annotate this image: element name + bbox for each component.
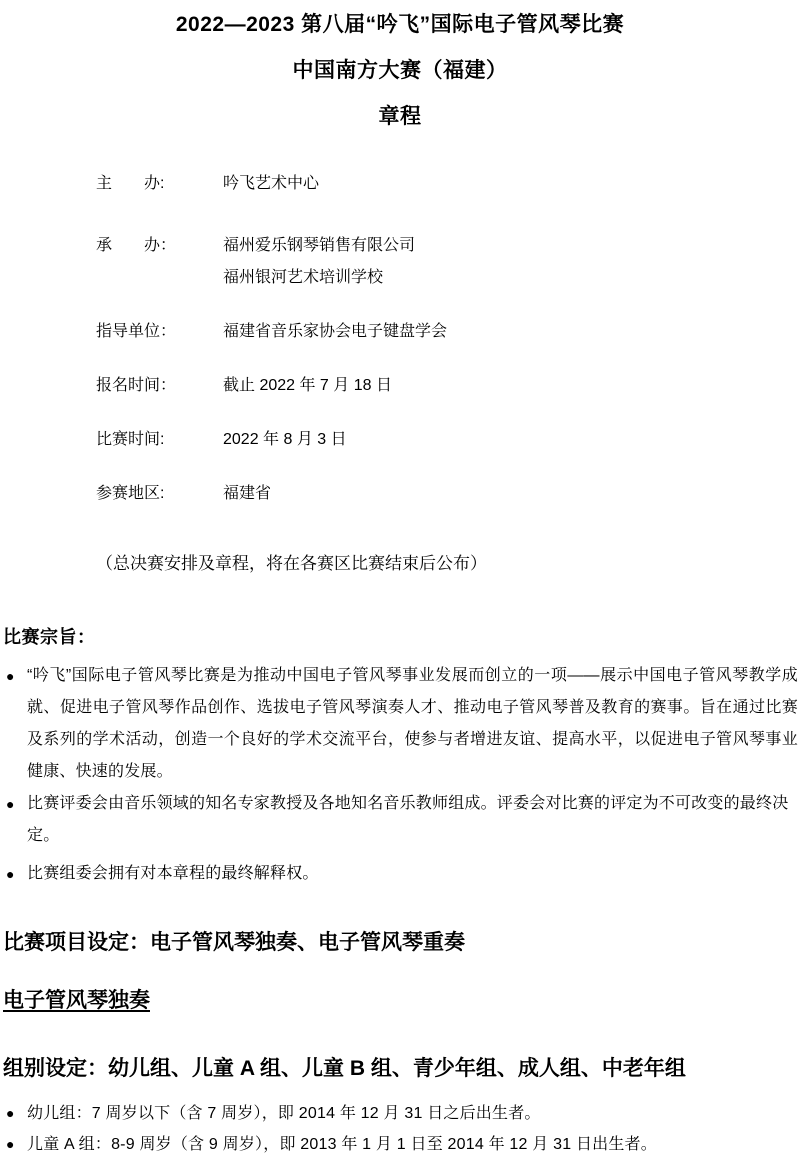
info-label-host: 主 办: [96, 175, 165, 192]
info-row-host [0, 168, 800, 200]
purpose-section-heading: 比赛宗旨： [3, 627, 96, 647]
group-bullet-item [0, 1129, 800, 1160]
bullet-icon: ● [6, 1105, 15, 1121]
info-label-competition-time: 比赛时间: [96, 431, 165, 448]
purpose-bullet-text-1: “吟飞”国际电子管风琴比赛是为推动中国电子管风琴事业发展而创立的一项——展示中国电子管风琴教学成就、促进电子管风琴作品创作、选拔电子管风琴演奏人才、推动电子管风琴普及教育的赛事。旨在通过比赛及系列的学术活动，创造一个良好的学术交流平台，使参与者增进友谊、提高水平，以促进电子管风琴事业健康、快速的发展。 [27, 667, 798, 780]
document-title-line-3: 章程 [378, 105, 422, 128]
info-row-registration-time [0, 370, 800, 402]
info-label-region: 参赛地区: [96, 485, 165, 502]
purpose-bullet-list [0, 660, 800, 890]
group-bullet-item [0, 1098, 800, 1129]
info-value-undertaker-1: 福州爱乐钢琴销售有限公司 [223, 237, 416, 254]
groups-heading: 组别设定：幼儿组、儿童 A 组、儿童 B 组、青少年组、成人组、中老年组 [3, 1057, 686, 1080]
info-row-undertaker [0, 230, 800, 294]
organizer-info-section [0, 168, 800, 510]
finals-note: （总决赛安排及章程，将在各赛区比赛结束后公布） [96, 554, 487, 573]
info-label-registration-time: 报名时间： [96, 377, 177, 394]
info-value-undertaker-2: 福州银河艺术培训学校 [223, 269, 384, 286]
document-title-line-1: 2022—2023 第八届“吟飞”国际电子管风琴比赛 [175, 13, 625, 36]
solo-subheading-text: 电子管风琴独奏 [3, 989, 150, 1012]
bullet-icon: ● [6, 1136, 15, 1152]
solo-subheading [3, 984, 800, 1018]
document-title-line-2: 中国南方大赛（福建） [292, 59, 508, 82]
purpose-bullet-text-3: 比赛组委会拥有对本章程的最终解释权。 [27, 865, 319, 882]
info-value-competition-time: 2022 年 8 月 3 日 [223, 431, 347, 448]
info-label-guidance-unit: 指导单位： [96, 323, 177, 340]
bullet-icon: ● [6, 866, 15, 882]
purpose-bullet-text-2: 比赛评委会由音乐领域的知名专家教授及各地知名音乐教师组成。评委会对比赛的评定为不可改变的最终决定。 [27, 795, 789, 844]
groups-bullet-list [0, 1098, 800, 1160]
bullet-icon: ● [6, 796, 15, 812]
purpose-bullet-item [0, 788, 800, 852]
purpose-bullet-item [0, 660, 800, 788]
info-row-competition-time [0, 424, 800, 456]
group-bullet-text-2: 儿童 A 组：8-9 周岁（含 9 周岁），即 2013 年 1 月 1 日至 2014 年 12 月 31 日出生者。 [27, 1136, 657, 1153]
info-value-host: 吟飞艺术中心 [223, 175, 320, 192]
document-title-block [0, 2, 800, 140]
purpose-bullet-item [0, 858, 800, 890]
info-label-undertaker: 承 办： [96, 237, 177, 254]
info-value-region: 福建省 [223, 485, 272, 502]
info-value-guidance-unit: 福建省音乐家协会电子键盘学会 [223, 323, 448, 340]
info-value-registration-time: 截止 2022 年 7 月 18 日 [223, 377, 392, 394]
info-row-guidance-unit [0, 316, 800, 348]
events-heading: 比赛项目设定：电子管风琴独奏、电子管风琴重奏 [3, 931, 465, 954]
info-row-region [0, 478, 800, 510]
bullet-icon: ● [6, 668, 15, 684]
group-bullet-text-1: 幼儿组：7 周岁以下（含 7 周岁），即 2014 年 12 月 31 日之后出生者。 [27, 1105, 541, 1122]
